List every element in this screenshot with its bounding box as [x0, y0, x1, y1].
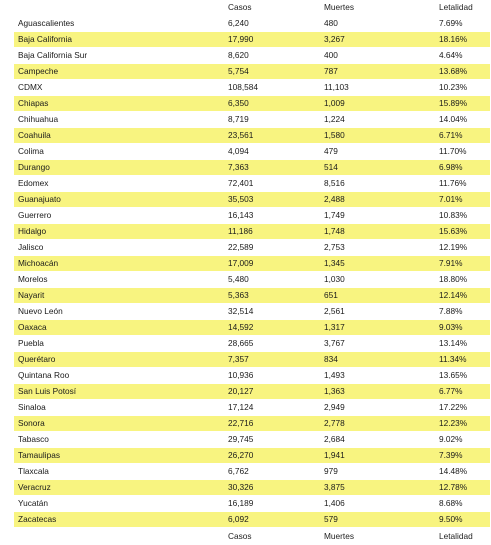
cell-casos: 6,350: [224, 96, 320, 112]
cell-state: Baja California Sur: [14, 48, 224, 64]
cell-muertes: 1,941: [320, 448, 435, 464]
header-state: [14, 0, 224, 16]
table-row: [14, 32, 490, 48]
cell-muertes: 2,753: [320, 240, 435, 256]
cell-letalidad: 14.04%: [435, 112, 490, 128]
cell-letalidad: 4.64%: [435, 48, 490, 64]
cell-letalidad: 11.76%: [435, 176, 490, 192]
cell-casos: 6,762: [224, 464, 320, 480]
cell-letalidad: 6.98%: [435, 160, 490, 176]
cell-muertes: 1,030: [320, 272, 435, 288]
cell-muertes: 2,949: [320, 400, 435, 416]
header-casos: Casos: [224, 0, 320, 16]
cell-muertes: 2,778: [320, 416, 435, 432]
cell-state: Oaxaca: [14, 320, 224, 336]
cell-letalidad: 12.14%: [435, 288, 490, 304]
cell-state: CDMX: [14, 80, 224, 96]
cell-casos: 17,124: [224, 400, 320, 416]
cell-state: Sonora: [14, 416, 224, 432]
cell-muertes: 579: [320, 512, 435, 528]
cell-letalidad: 13.65%: [435, 368, 490, 384]
table-row: [14, 96, 490, 112]
cell-muertes: 3,875: [320, 480, 435, 496]
cell-casos: 5,363: [224, 288, 320, 304]
cell-casos: 17,009: [224, 256, 320, 272]
cell-letalidad: 12.78%: [435, 480, 490, 496]
cell-letalidad: 9.50%: [435, 512, 490, 528]
table-footer: [14, 528, 490, 545]
cell-casos: 26,270: [224, 448, 320, 464]
header-muertes: Muertes: [320, 0, 435, 16]
cell-state: Nuevo León: [14, 304, 224, 320]
table-row: [14, 112, 490, 128]
table-row: [14, 320, 490, 336]
cell-muertes: 1,345: [320, 256, 435, 272]
cell-muertes: 11,103: [320, 80, 435, 96]
cell-muertes: 1,493: [320, 368, 435, 384]
cell-muertes: 787: [320, 64, 435, 80]
table-row: [14, 48, 490, 64]
cell-letalidad: 13.68%: [435, 64, 490, 80]
cell-casos: 23,561: [224, 128, 320, 144]
cell-muertes: 979: [320, 464, 435, 480]
cell-letalidad: 14.48%: [435, 464, 490, 480]
table-row: [14, 416, 490, 432]
cell-muertes: 3,267: [320, 32, 435, 48]
cell-state: Michoacán: [14, 256, 224, 272]
cell-casos: 5,754: [224, 64, 320, 80]
cell-muertes: 1,009: [320, 96, 435, 112]
cell-letalidad: 6.71%: [435, 128, 490, 144]
cell-state: Baja California: [14, 32, 224, 48]
cell-letalidad: 13.14%: [435, 336, 490, 352]
table-row: [14, 160, 490, 176]
table-row: [14, 144, 490, 160]
table-body: [14, 16, 490, 528]
cell-letalidad: 11.70%: [435, 144, 490, 160]
cell-letalidad: 7.69%: [435, 16, 490, 32]
covid-state-table: [14, 0, 490, 545]
cell-casos: 108,584: [224, 80, 320, 96]
table-row: [14, 480, 490, 496]
table-row: [14, 192, 490, 208]
cell-casos: 16,143: [224, 208, 320, 224]
cell-state: Campeche: [14, 64, 224, 80]
cell-casos: 32,514: [224, 304, 320, 320]
table-row: [14, 448, 490, 464]
table-header: [14, 0, 490, 16]
cell-casos: 4,094: [224, 144, 320, 160]
cell-muertes: 479: [320, 144, 435, 160]
cell-casos: 10,936: [224, 368, 320, 384]
cell-state: Edomex: [14, 176, 224, 192]
cell-letalidad: 6.77%: [435, 384, 490, 400]
covid-state-table-container: [14, 0, 490, 545]
cell-state: Tabasco: [14, 432, 224, 448]
table-row: [14, 336, 490, 352]
header-letalidad: Letalidad: [435, 0, 490, 16]
cell-state: Querétaro: [14, 352, 224, 368]
cell-muertes: 1,224: [320, 112, 435, 128]
cell-state: Chihuahua: [14, 112, 224, 128]
cell-casos: 7,363: [224, 160, 320, 176]
table-row: [14, 256, 490, 272]
cell-casos: 20,127: [224, 384, 320, 400]
cell-muertes: 400: [320, 48, 435, 64]
cell-letalidad: 10.23%: [435, 80, 490, 96]
cell-muertes: 480: [320, 16, 435, 32]
cell-state: Tamaulipas: [14, 448, 224, 464]
table-row: [14, 400, 490, 416]
cell-casos: 30,326: [224, 480, 320, 496]
cell-casos: 6,240: [224, 16, 320, 32]
cell-letalidad: 18.80%: [435, 272, 490, 288]
table-row: [14, 272, 490, 288]
cell-state: Quintana Roo: [14, 368, 224, 384]
cell-letalidad: 11.34%: [435, 352, 490, 368]
table-row: [14, 128, 490, 144]
cell-letalidad: 15.89%: [435, 96, 490, 112]
cell-letalidad: 7.01%: [435, 192, 490, 208]
table-row: [14, 512, 490, 528]
cell-letalidad: 18.16%: [435, 32, 490, 48]
cell-casos: 8,719: [224, 112, 320, 128]
cell-muertes: 3,767: [320, 336, 435, 352]
table-row: [14, 432, 490, 448]
cell-state: Aguascalientes: [14, 16, 224, 32]
table-row: [14, 384, 490, 400]
cell-muertes: 8,516: [320, 176, 435, 192]
cell-letalidad: 9.03%: [435, 320, 490, 336]
cell-state: Coahuila: [14, 128, 224, 144]
table-row: [14, 208, 490, 224]
cell-muertes: 2,488: [320, 192, 435, 208]
cell-muertes: 651: [320, 288, 435, 304]
cell-state: Puebla: [14, 336, 224, 352]
cell-casos: 8,620: [224, 48, 320, 64]
cell-letalidad: 12.23%: [435, 416, 490, 432]
cell-letalidad: 12.19%: [435, 240, 490, 256]
cell-state: Guerrero: [14, 208, 224, 224]
cell-muertes: 834: [320, 352, 435, 368]
table-row: [14, 496, 490, 512]
table-row: [14, 16, 490, 32]
table-row: [14, 288, 490, 304]
footer-muertes: Muertes: [320, 528, 435, 545]
table-row: [14, 224, 490, 240]
cell-casos: 28,665: [224, 336, 320, 352]
cell-letalidad: 7.88%: [435, 304, 490, 320]
cell-letalidad: 7.91%: [435, 256, 490, 272]
cell-state: Morelos: [14, 272, 224, 288]
cell-state: Nayarit: [14, 288, 224, 304]
cell-state: Zacatecas: [14, 512, 224, 528]
header-row: [14, 0, 490, 16]
footer-row: [14, 528, 490, 545]
table-row: [14, 176, 490, 192]
table-row: [14, 80, 490, 96]
cell-state: Yucatán: [14, 496, 224, 512]
cell-casos: 22,589: [224, 240, 320, 256]
cell-casos: 11,186: [224, 224, 320, 240]
footer-casos: Casos: [224, 528, 320, 545]
footer-letalidad: Letalidad: [435, 528, 490, 545]
cell-muertes: 1,363: [320, 384, 435, 400]
cell-casos: 29,745: [224, 432, 320, 448]
cell-casos: 16,189: [224, 496, 320, 512]
cell-state: Sinaloa: [14, 400, 224, 416]
table-row: [14, 64, 490, 80]
cell-muertes: 2,684: [320, 432, 435, 448]
cell-letalidad: 17.22%: [435, 400, 490, 416]
cell-state: Veracruz: [14, 480, 224, 496]
table-row: [14, 240, 490, 256]
cell-muertes: 1,317: [320, 320, 435, 336]
cell-state: Tlaxcala: [14, 464, 224, 480]
cell-casos: 7,357: [224, 352, 320, 368]
cell-casos: 14,592: [224, 320, 320, 336]
cell-state: Colima: [14, 144, 224, 160]
footer-state: [14, 528, 224, 545]
table-row: [14, 464, 490, 480]
cell-muertes: 1,406: [320, 496, 435, 512]
cell-state: Guanajuato: [14, 192, 224, 208]
table-row: [14, 352, 490, 368]
cell-muertes: 514: [320, 160, 435, 176]
cell-casos: 5,480: [224, 272, 320, 288]
cell-muertes: 1,580: [320, 128, 435, 144]
cell-casos: 6,092: [224, 512, 320, 528]
cell-state: Jalisco: [14, 240, 224, 256]
cell-letalidad: 15.63%: [435, 224, 490, 240]
table-row: [14, 368, 490, 384]
cell-casos: 22,716: [224, 416, 320, 432]
cell-letalidad: 8.68%: [435, 496, 490, 512]
cell-casos: 17,990: [224, 32, 320, 48]
cell-state: San Luis Potosí: [14, 384, 224, 400]
cell-state: Chiapas: [14, 96, 224, 112]
cell-letalidad: 10.83%: [435, 208, 490, 224]
cell-casos: 35,503: [224, 192, 320, 208]
table-row: [14, 304, 490, 320]
cell-letalidad: 9.02%: [435, 432, 490, 448]
cell-casos: 72,401: [224, 176, 320, 192]
cell-muertes: 1,748: [320, 224, 435, 240]
cell-state: Hidalgo: [14, 224, 224, 240]
cell-muertes: 2,561: [320, 304, 435, 320]
cell-state: Durango: [14, 160, 224, 176]
cell-letalidad: 7.39%: [435, 448, 490, 464]
cell-muertes: 1,749: [320, 208, 435, 224]
